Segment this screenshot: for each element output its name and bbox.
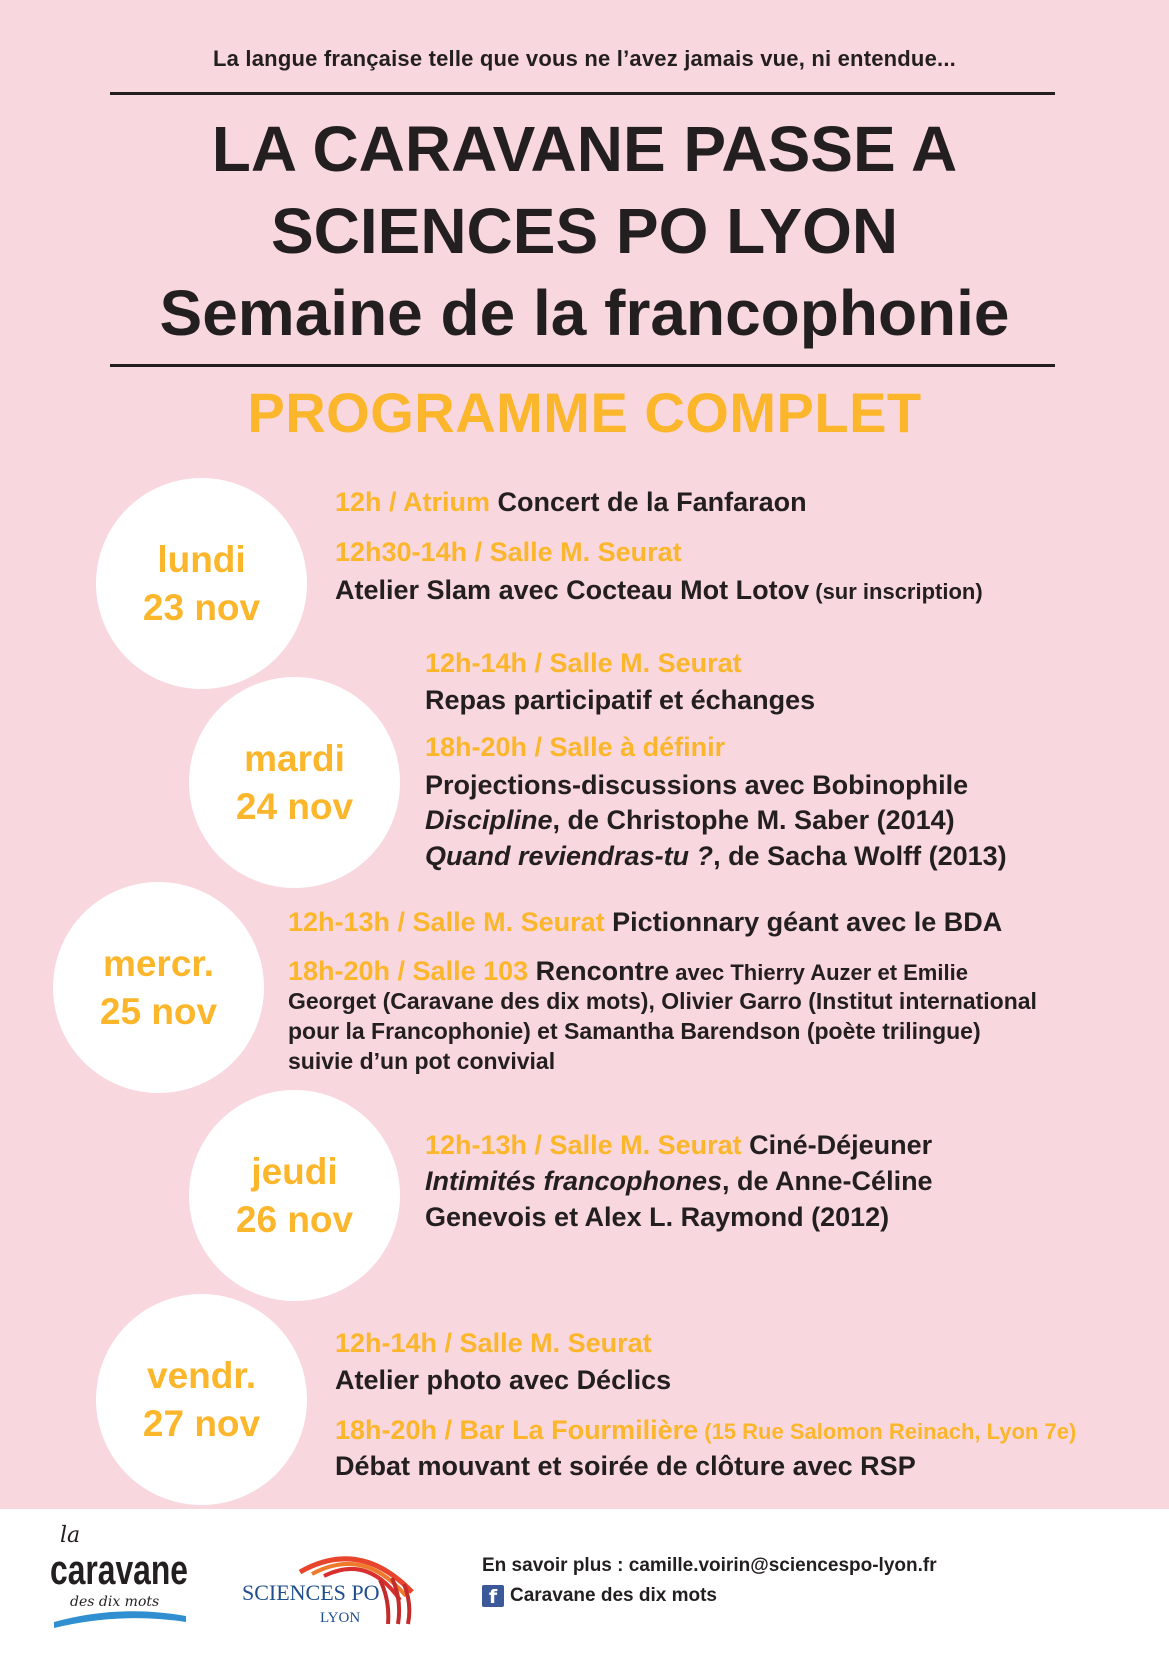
event-title: Pictionnary géant avec le BDA: [604, 907, 1003, 937]
tuesday-film-1: [425, 802, 955, 838]
day-date: 23 nov: [142, 586, 261, 628]
wednesday-event-2-desc-2: Georget (Caravane des dix mots), Olivier Garro (Institut international: [288, 988, 1037, 1014]
caravane-logo-sub: des dix mots: [70, 1594, 160, 1610]
top-divider: [110, 92, 1055, 95]
event-place: 12h-14h / Salle M. Seurat: [425, 648, 742, 678]
event-place: 12h-13h / Salle M. Seurat: [425, 1130, 742, 1160]
event-title: Atelier Slam avec Cocteau Mot Lotov: [335, 575, 810, 605]
caravane-logo-wave: [54, 1611, 186, 1628]
day-date: 24 nov: [235, 785, 354, 827]
day-date: 25 nov: [99, 990, 218, 1032]
facebook-icon: f: [482, 1585, 504, 1607]
day-name: mardi: [244, 737, 345, 779]
tuesday-event-2-title: Projections-discussions avec Bobinophile: [425, 770, 969, 800]
event-desc: avec Thierry Auzer et Emilie: [669, 960, 968, 985]
film-credit: , de Anne-Céline: [722, 1166, 933, 1196]
event-place: 12h30-14h / Salle M. Seurat: [335, 537, 682, 567]
film-title: Discipline: [425, 805, 553, 835]
film-title: Quand reviendras-tu ?: [425, 841, 714, 871]
monday-event-2-place: [335, 534, 682, 570]
event-title: Rencontre: [528, 956, 670, 986]
caravane-logo: [50, 1518, 190, 1636]
day-date: 27 nov: [142, 1402, 261, 1444]
day-circle-thursday: [189, 1090, 400, 1301]
day-date: 26 nov: [235, 1198, 354, 1240]
friday-event-1-title: Atelier photo avec Déclics: [335, 1365, 672, 1395]
tuesday-event-2-place: [425, 729, 725, 765]
title-line-2: SCIENCES PO LYON: [270, 195, 899, 267]
event-title: Ciné-Déjeuner: [741, 1130, 933, 1160]
title-line-1: LA CARAVANE PASSE A: [211, 113, 958, 185]
film-credit: , de Christophe M. Saber (2014): [552, 805, 955, 835]
film-title: Intimités francophones: [425, 1166, 723, 1196]
caravane-logo-main: caravane: [50, 1546, 188, 1593]
wednesday-event-1: [288, 904, 1002, 940]
event-address: (15 Rue Salomon Reinach, Lyon 7e): [698, 1419, 1077, 1444]
day-circle-monday: [96, 478, 307, 689]
sciences-po-arc: [380, 1578, 409, 1624]
monday-event-2-title: [335, 572, 983, 610]
title-line-3: Semaine de la francophonie: [159, 277, 1010, 349]
friday-event-1-place: [335, 1325, 652, 1361]
day-name: vendr.: [147, 1354, 256, 1396]
event-place: 12h / Atrium: [335, 487, 491, 517]
sciences-po-logo-main: SCIENCES PO: [242, 1580, 380, 1605]
friday-event-2-place: [335, 1412, 1076, 1450]
day-circle-friday: [96, 1294, 307, 1505]
sciences-po-logo-sub: LYON: [320, 1610, 361, 1626]
tuesday-film-2: [425, 838, 1007, 874]
info-line: En savoir plus : camille.voirin@sciencespo-lyon.fr: [482, 1555, 937, 1576]
thursday-film-line-1: [425, 1163, 933, 1199]
day-name: mercr.: [102, 942, 215, 984]
event-note: (sur inscription): [809, 579, 983, 604]
thursday-event-1: [425, 1127, 932, 1163]
thursday-film-line-2: Genevois et Alex L. Raymond (2012): [425, 1202, 890, 1232]
event-place: 18h-20h / Bar La Fourmilière: [335, 1415, 699, 1445]
day-name: lundi: [157, 538, 246, 580]
facebook-link[interactable]: [482, 1585, 717, 1607]
wednesday-event-2-desc-3: pour la Francophonie) et Samantha Barendson (poète trilingue): [288, 1018, 981, 1044]
facebook-label: Caravane des dix mots: [510, 1585, 717, 1607]
event-place: 18h-20h / Salle 103: [288, 956, 529, 986]
film-credit: , de Sacha Wolff (2013): [713, 841, 1007, 871]
friday-event-2-title: Débat mouvant et soirée de clôture avec RSP: [335, 1451, 916, 1481]
tuesday-event-1-title: Repas participatif et échanges: [425, 685, 816, 715]
monday-event-1: [335, 484, 807, 520]
sciences-po-logo: [240, 1540, 420, 1630]
event-title: Concert de la Fanfaraon: [490, 487, 807, 517]
day-circle-wednesday: [53, 882, 264, 1093]
event-place: 18h-20h / Salle à définir: [425, 732, 726, 762]
day-circle-tuesday: [189, 677, 400, 888]
title-divider: [110, 364, 1055, 367]
day-name: jeudi: [251, 1150, 338, 1192]
programme-heading: PROGRAMME COMPLET: [247, 381, 922, 444]
tuesday-event-1-place: [425, 645, 742, 681]
event-place: 12h-14h / Salle M. Seurat: [335, 1328, 652, 1358]
event-place: 12h-13h / Salle M. Seurat: [288, 907, 605, 937]
tagline: La langue française telle que vous ne l’avez jamais vue, ni entendue...: [213, 46, 956, 71]
caravane-logo-la: la: [60, 1523, 81, 1548]
wednesday-event-2-desc-4: suivie d’un pot convivial: [288, 1048, 556, 1074]
